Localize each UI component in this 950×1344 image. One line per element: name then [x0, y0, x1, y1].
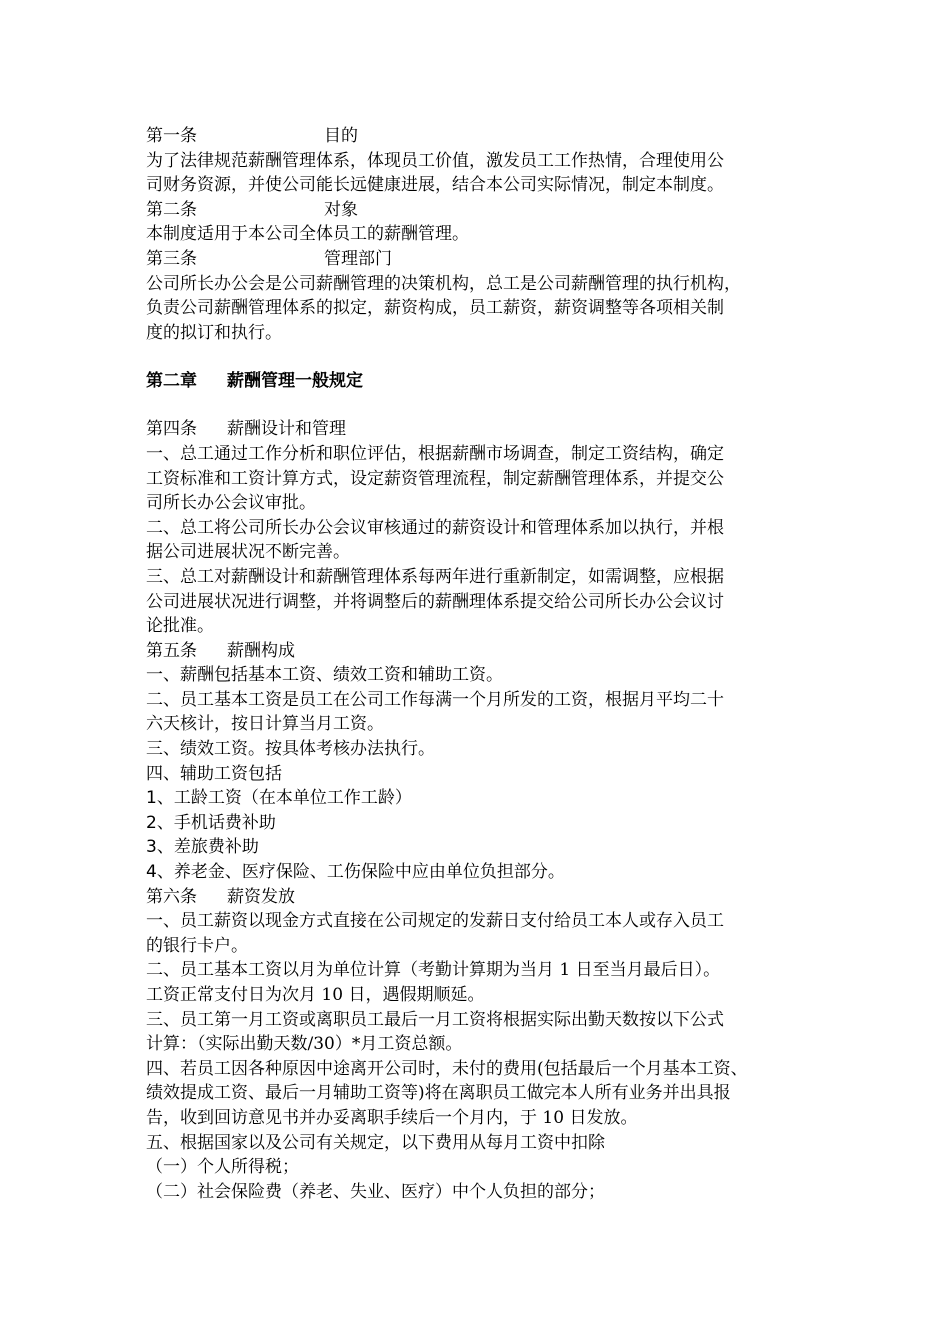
paragraph-line: 绩效提成工资、最后一月辅助工资等)将在离职员工做完本人所有业务并出具报 [146, 1083, 731, 1104]
article-3-heading [146, 247, 816, 272]
article-6-heading [146, 885, 816, 910]
paragraph-line: 计算：（实际出勤天数/30）*月工资总额。 [146, 1034, 463, 1055]
list-item [146, 835, 816, 860]
paragraph-line: 一、员工薪资以现金方式直接在公司规定的发薪日支付给员工本人或存入员工 [146, 911, 724, 932]
paragraph-line: 四、辅助工资包括 [146, 763, 282, 784]
list-item-number: 3 [146, 837, 157, 858]
list-item-text: 、差旅费补助 [156, 837, 259, 858]
paragraph-line: 二、员工基本工资以月为单位计算（考勤计算期为当月 1 日至当月最后日）。 [146, 960, 721, 981]
list-item-number: 4 [146, 862, 157, 883]
paragraph-line: 一、薪酬包括基本工资、绩效工资和辅助工资。 [146, 665, 503, 686]
article-1-heading [146, 124, 816, 149]
paragraph-line: 据公司进展状况不断完善。 [146, 542, 350, 563]
list-item [146, 860, 816, 885]
article-number: 第六条 [146, 886, 197, 907]
paragraph-line: 论批准。 [146, 616, 214, 637]
list-item [146, 811, 816, 836]
list-item [146, 786, 816, 811]
article-title: 管理部门 [324, 248, 392, 269]
paragraph-line: 公司所长办公会是公司薪酬管理的决策机构，总工是公司薪酬管理的执行机构， [146, 273, 741, 294]
paragraph-line: 二、员工基本工资是员工在公司工作每满一个月所发的工资，根据月平均二十 [146, 689, 724, 710]
paragraph-line: 的银行卡户。 [146, 935, 248, 956]
chapter-heading [146, 369, 816, 393]
list-item-text: 、养老金、医疗保险、工伤保险中应由单位负担部分。 [156, 862, 565, 883]
paragraph-line: 司财务资源，并使公司能长远健康进展，结合本公司实际情况，制定本制度。 [146, 175, 724, 196]
paragraph-line: 本制度适用于本公司全体员工的薪酬管理。 [146, 224, 469, 245]
document-page [146, 124, 816, 1204]
article-2-heading [146, 198, 816, 223]
article-title: 目的 [324, 126, 358, 146]
article-number: 第三条 [146, 248, 197, 269]
paragraph-line: 三、员工第一月工资或离职员工最后一月工资将根据实际出勤天数按以下公式 [146, 1009, 724, 1030]
list-item-text: 、工龄工资（在本单位工作工龄） [156, 788, 412, 809]
article-title: 薪酬设计和管理 [227, 419, 346, 440]
paragraph-line: 三、绩效工资。按具体考核办法执行。 [146, 739, 435, 760]
article-title: 对象 [324, 199, 358, 220]
paragraph-line: 为了法律规范薪酬管理体系，体现员工价值，激发员工工作热情，合理使用公 [146, 150, 724, 171]
list-item-text: 、手机话费补助 [156, 812, 276, 833]
article-4-heading [146, 417, 816, 442]
article-title: 薪酬构成 [227, 640, 295, 661]
paragraph-line: 公司进展状况进行调整，并将调整后的薪酬理体系提交给公司所长办公会议讨 [146, 591, 724, 612]
paragraph-line: （二）社会保险费（养老、失业、医疗）中个人负担的部分； [146, 1181, 605, 1202]
list-item-number: 2 [146, 812, 157, 833]
paragraph-line: 司所长办公会议审批。 [146, 493, 316, 514]
paragraph-line: （一）个人所得税； [146, 1157, 299, 1178]
chapter-number: 第二章 [146, 371, 197, 392]
article-number: 第二条 [146, 199, 197, 220]
paragraph-line: 六天核计，按日计算当月工资。 [146, 714, 384, 735]
article-number: 第四条 [146, 419, 197, 440]
paragraph-line: 负责公司薪酬管理体系的拟定，薪资构成，员工薪资，薪资调整等各项相关制 [146, 298, 724, 319]
article-title: 薪资发放 [227, 886, 295, 907]
paragraph-line: 五、根据国家以及公司有关规定，以下费用从每月工资中扣除 [146, 1132, 605, 1153]
list-item-number: 1 [146, 788, 157, 809]
paragraph-line: 二、总工将公司所长办公会议审核通过的薪资设计和管理体系加以执行，并根 [146, 517, 724, 538]
article-number: 第五条 [146, 640, 197, 661]
paragraph-line: 一、总工通过工作分析和职位评估，根据薪酬市场调查，制定工资结构，确定 [146, 443, 724, 464]
paragraph-line: 工资标准和工资计算方式，设定薪资管理流程，制定薪酬管理体系，并提交公 [146, 468, 724, 489]
paragraph-line: 三、总工对薪酬设计和薪酬管理体系每两年进行重新制定，如需调整，应根据 [146, 566, 724, 587]
article-number: 第一条 [146, 126, 197, 146]
paragraph-line: 告，收到回访意见书并办妥离职手续后一个月内，于 10 日发放。 [146, 1107, 638, 1128]
chapter-title: 薪酬管理一般规定 [227, 371, 363, 392]
paragraph-line: 四、若员工因各种原因中途离开公司时，未付的费用(包括最后一个月基本工资、 [146, 1058, 748, 1079]
article-5-heading [146, 639, 816, 664]
paragraph-line: 度的拟订和执行。 [146, 322, 282, 343]
paragraph-line: 工资正常支付日为次月 10 日，遇假期顺延。 [146, 985, 485, 1005]
